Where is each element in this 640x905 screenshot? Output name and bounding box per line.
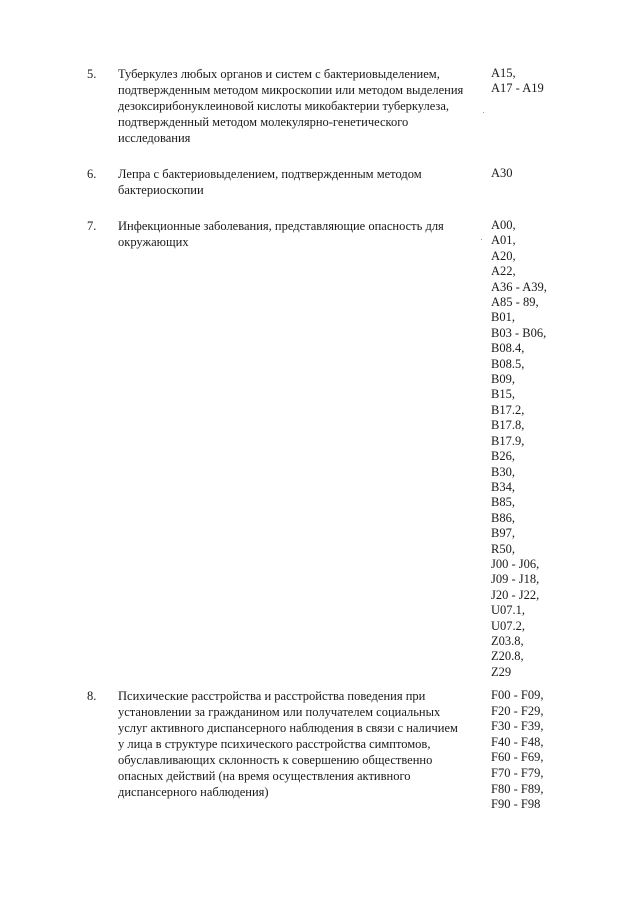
code-list <box>491 218 547 680</box>
icd-code: B17.2, <box>491 402 525 417</box>
description-line: Туберкулез любых органов и систем с бактериовыделением, <box>118 67 440 81</box>
description-line: Психические расстройства и расстройства поведения при <box>118 689 426 703</box>
item-number: 7. <box>87 219 97 233</box>
item-number: 5. <box>87 67 97 81</box>
icd-code: A30 <box>491 166 513 180</box>
icd-code: B17.9, <box>491 433 525 448</box>
code-list <box>491 66 544 96</box>
icd-code: J00 - J06, <box>491 556 540 571</box>
item-description <box>118 688 480 800</box>
icd-code: A36 - A39, <box>491 279 547 294</box>
icd-code: A00, <box>491 218 516 232</box>
icd-code: F80 - F89, <box>491 781 544 796</box>
icd-code: U07.2, <box>491 618 526 633</box>
icd-code: Z29 <box>491 664 512 679</box>
description-line: опасных действий (на время осуществления активного <box>118 769 411 783</box>
item-description <box>118 166 480 198</box>
description-line: подтвержденный методом молекулярно-генетического <box>118 115 409 129</box>
description-line: установлении за гражданином или получателем социальных <box>118 705 441 719</box>
item-description <box>118 66 480 146</box>
description-line: Лепра с бактериовыделением, подтвержденным методом <box>118 167 422 181</box>
description-line: окружающих <box>118 235 189 249</box>
icd-code: B30, <box>491 464 515 479</box>
icd-code: B09, <box>491 372 515 387</box>
icd-code: J20 - J22, <box>491 587 540 602</box>
icd-code: Z20.8, <box>491 649 524 664</box>
icd-code: F20 - F29, <box>491 703 544 718</box>
icd-code: F60 - F69, <box>491 750 544 765</box>
icd-code: B08.4, <box>491 341 525 356</box>
description-line: у лица в структуре психического расстройства симптомов, <box>118 737 431 751</box>
icd-code: A85 - 89, <box>491 295 539 310</box>
icd-code: B26, <box>491 449 515 464</box>
scan-speck <box>483 112 484 113</box>
description-line: подтвержденным методом микроскопии или методом выделения <box>118 83 464 97</box>
item-number: 8. <box>87 689 97 703</box>
code-list <box>491 688 543 813</box>
description-line: исследования <box>118 131 191 145</box>
icd-code: A01, <box>491 233 516 248</box>
icd-code: B15, <box>491 387 515 402</box>
description-line: обуславливающих склонность к совершению общественно <box>118 753 433 767</box>
icd-code: F40 - F48, <box>491 734 544 749</box>
icd-code: B01, <box>491 310 515 325</box>
icd-code: R50, <box>491 541 515 556</box>
icd-code: F30 - F39, <box>491 719 544 734</box>
item-number: 6. <box>87 167 97 181</box>
icd-code: A15, <box>491 66 516 80</box>
description-line: диспансерного наблюдения) <box>118 785 269 799</box>
icd-code: B34, <box>491 479 515 494</box>
scan-speck <box>481 239 482 240</box>
icd-code: B86, <box>491 510 515 525</box>
item-description <box>118 218 480 250</box>
icd-code: B08.5, <box>491 356 525 371</box>
icd-code: F00 - F09, <box>491 688 544 702</box>
description-line: Инфекционные заболевания, представляющие опасность для <box>118 219 444 233</box>
icd-code: A22, <box>491 264 516 279</box>
icd-code: J09 - J18, <box>491 572 540 587</box>
icd-code: B17.8, <box>491 418 525 433</box>
description-line: бактериоскопии <box>118 183 204 197</box>
icd-code: B85, <box>491 495 515 510</box>
icd-code: U07.1, <box>491 603 526 618</box>
icd-code: A20, <box>491 248 516 263</box>
icd-code: F90 - F98 <box>491 797 541 812</box>
description-line: дезоксирибонуклеиновой кислоты микобактерии туберкулеза, <box>118 99 450 113</box>
code-list <box>491 166 513 181</box>
icd-code: B97, <box>491 526 515 541</box>
icd-code: F70 - F79, <box>491 765 544 780</box>
description-line: услуг активного диспансерного наблюдения в связи с наличием <box>118 721 458 735</box>
icd-code: B03 - B06, <box>491 325 547 340</box>
icd-code: A17 - A19 <box>491 81 544 96</box>
icd-code: Z03.8, <box>491 633 524 648</box>
